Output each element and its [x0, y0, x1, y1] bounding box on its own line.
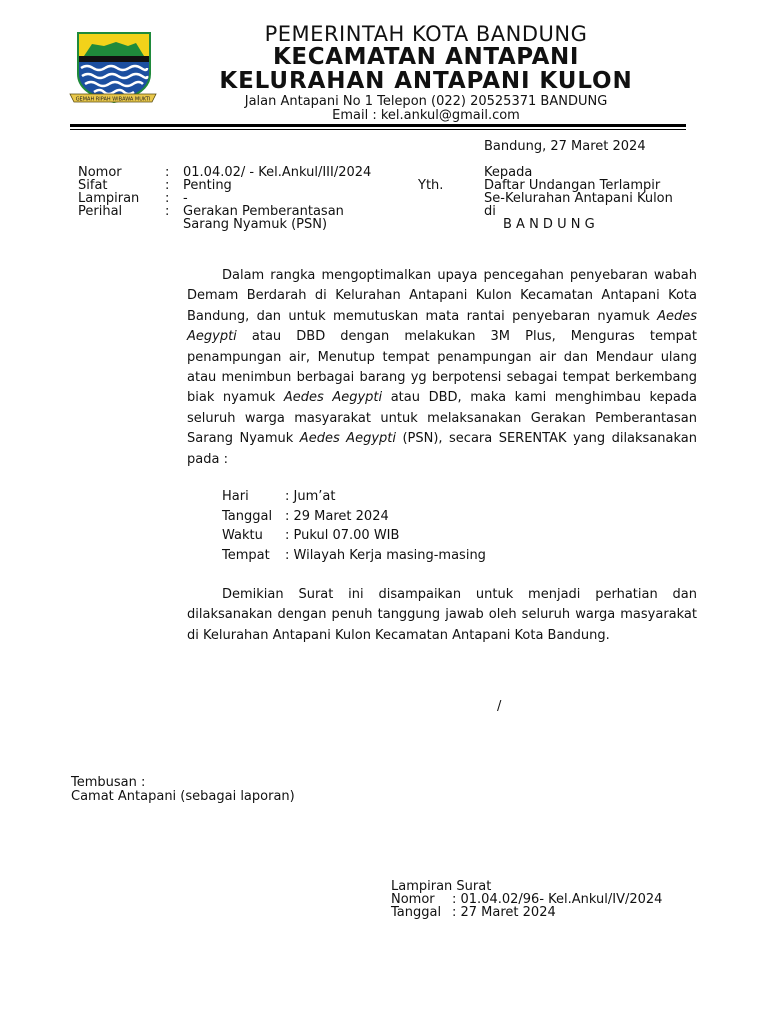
lampiran-label: Nomor: [391, 892, 435, 907]
text-run: Dalam rangka mengoptimalkan upaya pencegahan penyebaran wabah Demam Berdarah di Kelurahan Antapani Kulon Kecamatan Antapani Kota Bandung, dan untuk memutuskan mata rantai penyebaran nyamuk: [187, 268, 697, 324]
recipient-line: di: [484, 204, 496, 219]
letterhead-government: PEMERINTAH KOTA BANDUNG: [264, 22, 588, 46]
meta-label: Nomor: [78, 165, 122, 180]
letterhead-divider-thin: [70, 129, 686, 130]
letterhead-subdistrict: KELURAHAN ANTAPANI KULON: [219, 68, 633, 94]
tembusan-title: Tembusan :: [71, 775, 146, 790]
italic-species: Aedes Aegypti: [187, 308, 697, 345]
meta-value: Gerakan Pemberantasan: [183, 204, 344, 219]
letter-meta: [78, 166, 371, 231]
lampiran-value: : 27 Maret 2024: [452, 905, 556, 920]
text-run: atau DBD, maka kami menghimbau kepada seluruh warga masyarakat untuk melaksanakan Gerakan Pemberantasan Sarang Nyamuk: [187, 390, 698, 447]
lampiran-label: Tanggal: [391, 905, 442, 920]
meta-sep: [165, 218, 183, 231]
letterhead-divider-thick: [70, 124, 686, 127]
recipient-line: Kepada: [484, 165, 533, 180]
letterhead-email: Email : kel.ankul@gmail.com: [332, 108, 520, 123]
meta-row: [78, 218, 371, 231]
letterhead-address: Jalan Antapani No 1 Telepon (022) 20525371 BANDUNG: [244, 94, 608, 109]
event-details: [222, 489, 486, 567]
tembusan-item: Camat Antapani (sebagai laporan): [71, 789, 295, 804]
detail-row: [222, 509, 486, 529]
body-paragraph-1: [187, 266, 697, 470]
detail-label: Tanggal: [222, 508, 273, 524]
lampiran-row: [391, 906, 662, 919]
detail-row: [222, 528, 486, 548]
body-paragraph-2: Demikian Surat ini disampaikan untuk menjadi perhatian dan dilaksanakan dengan penuh tanggung jawab oleh seluruh warga masyarakat di Kelurahan Antapani Kulon Kecamatan Antapani Kota Bandung.: [187, 587, 697, 643]
detail-label: Waktu: [222, 528, 263, 543]
meta-label: Lampiran: [78, 191, 140, 206]
detail-label: Hari: [222, 489, 249, 504]
detail-row: [222, 548, 486, 568]
detail-value: : Jum’at: [285, 489, 336, 504]
italic-species: Aedes Aegypti: [283, 390, 383, 406]
detail-label: Tempat: [222, 547, 270, 563]
meta-label: Sifat: [78, 178, 108, 193]
meta-label: [78, 218, 165, 231]
detail-value: : 29 Maret 2024: [285, 508, 389, 524]
detail-value: : Wilayah Kerja masing-masing: [285, 547, 486, 563]
meta-value: Penting: [183, 178, 232, 193]
meta-sep: :: [165, 204, 170, 219]
lampiran-info: [391, 893, 662, 919]
meta-label: Perihal: [78, 204, 123, 219]
italic-species: Aedes Aegypti: [299, 431, 396, 447]
recipient-line: Daftar Undangan Terlampir: [484, 178, 661, 193]
city-logo: [68, 30, 158, 108]
meta-value: Sarang Nyamuk (PSN): [183, 217, 328, 232]
meta-value: 01.04.02/ - Kel.Ankul/III/2024: [183, 165, 372, 180]
recipient-line: Se-Kelurahan Antapani Kulon: [484, 191, 673, 206]
bandung-emblem-icon: [68, 30, 158, 108]
logo-motto: GEMAH RIPAH WIBAWA MUKTI: [75, 96, 151, 103]
signature-slash: /: [497, 699, 502, 714]
meta-sep: :: [165, 191, 170, 206]
text-run: (PSN), secara SERENTAK yang dilaksanakan pada :: [187, 431, 698, 467]
text-run: atau DBD dengan melakukan 3M Plus, Menguras tempat penampungan air, Menutup tempat penampungan air dan Mendaur ulang atau menimbun berbagai barang yg berpotensi sebagai tempat berkembang biak nyamuk: [187, 329, 697, 406]
lampiran-title: Lampiran Surat: [391, 879, 492, 894]
meta-value: -: [183, 191, 188, 206]
meta-sep: :: [165, 165, 170, 180]
meta-sep: :: [165, 178, 170, 193]
letter-date: Bandung, 27 Maret 2024: [484, 139, 646, 154]
detail-row: [222, 489, 486, 509]
detail-value: : Pukul 07.00 WIB: [285, 528, 400, 543]
recipient-city: B A N D U N G: [503, 217, 595, 232]
letterhead-district: KECAMATAN ANTAPANI: [273, 44, 579, 70]
lampiran-value: : 01.04.02/96- Kel.Ankul/IV/2024: [452, 892, 663, 907]
recipient-yth: Yth.: [418, 178, 444, 193]
